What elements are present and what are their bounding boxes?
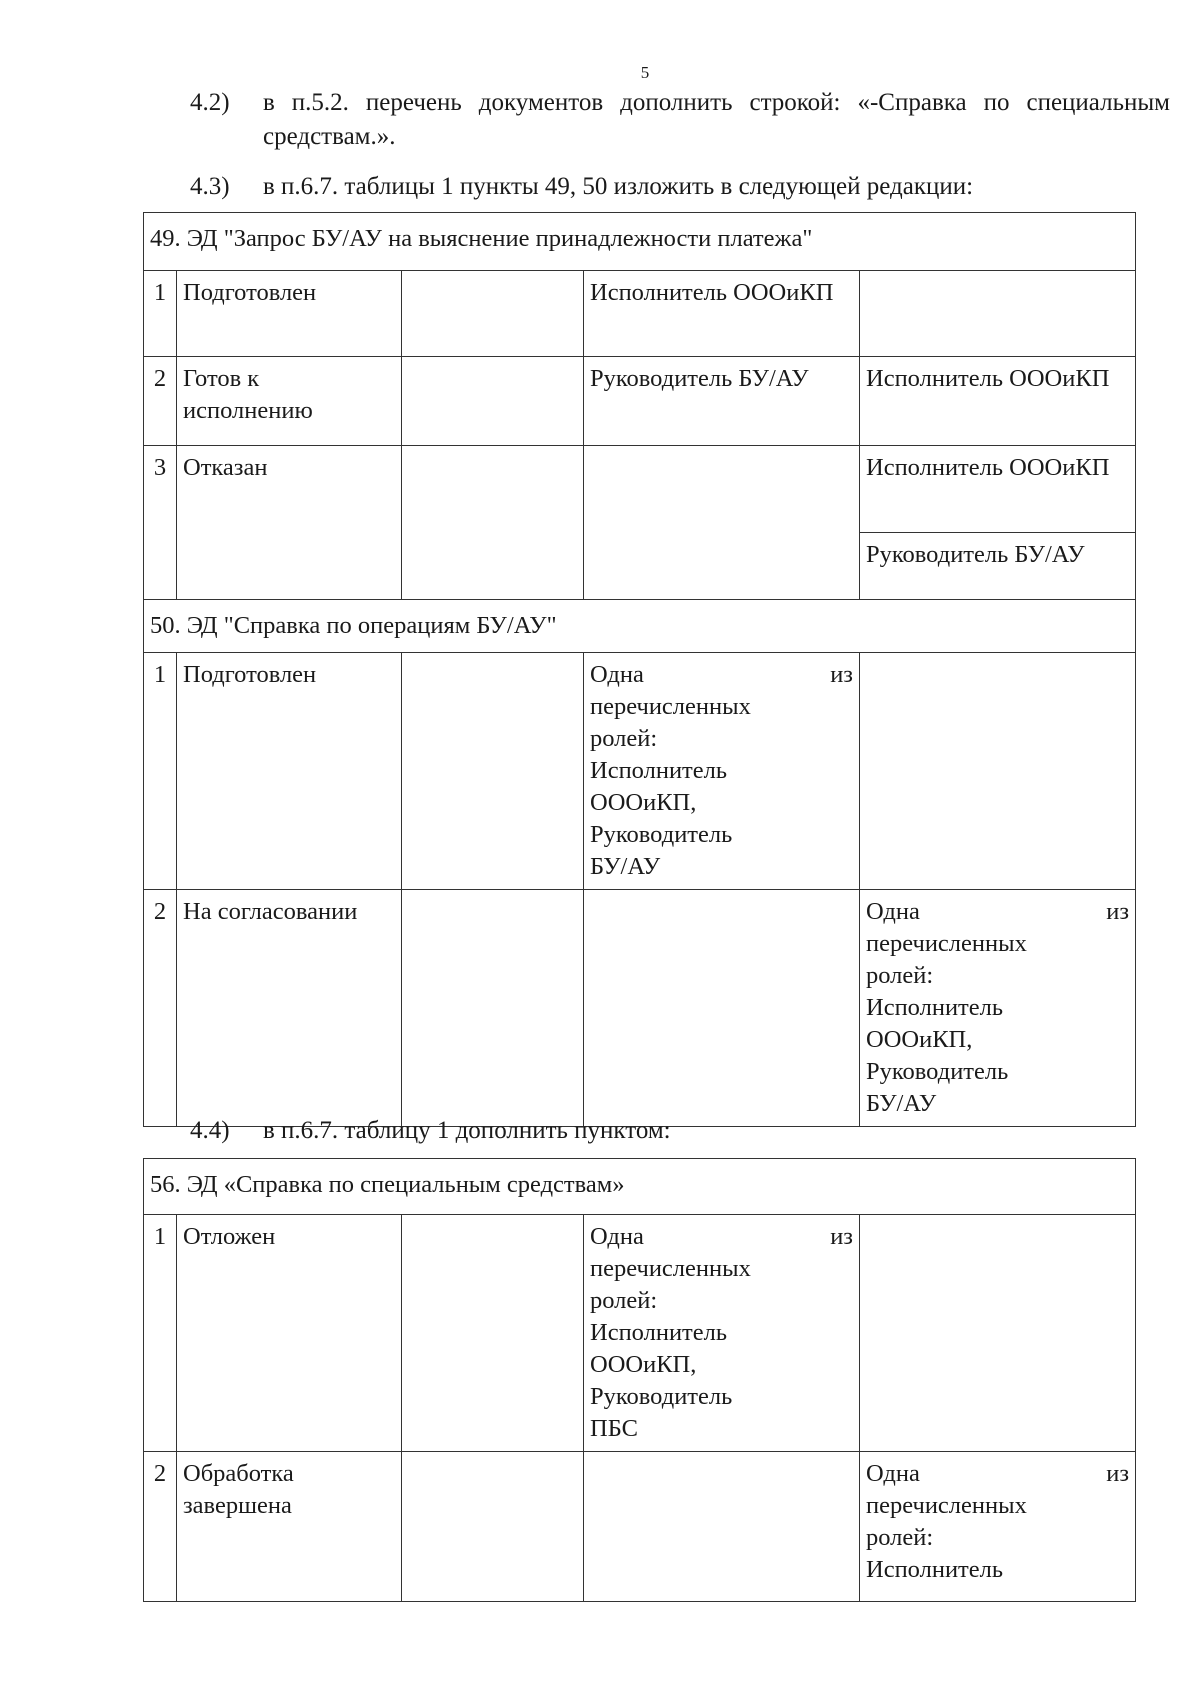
empty-cell xyxy=(402,271,584,357)
empty-cell xyxy=(402,1215,584,1452)
paragraph-number: 4.3) xyxy=(190,173,230,200)
section-title-50: 50. ЭД "Справка по операциям БУ/АУ" xyxy=(144,600,1136,653)
paragraph-4-2 xyxy=(190,86,1170,156)
status-table-56 xyxy=(143,1158,1136,1602)
empty-cell xyxy=(402,446,584,600)
row-number: 2 xyxy=(144,1452,177,1602)
role-cell: Исполнитель ОООиКП xyxy=(860,446,1136,533)
status-table-49-50 xyxy=(143,212,1136,1127)
row-number: 3 xyxy=(144,446,177,600)
status-cell: На согласовании xyxy=(177,890,402,1127)
role-cell xyxy=(860,1215,1136,1452)
role-cell xyxy=(584,653,860,890)
status-cell: Подготовлен xyxy=(177,653,402,890)
paragraph-4-3 xyxy=(190,170,1170,204)
page-number: 5 xyxy=(640,63,650,82)
role-lead: Одна из xyxy=(590,661,853,688)
paragraph-text: в п.6.7. таблицу 1 дополнить пунктом: xyxy=(263,1117,671,1144)
role-cell xyxy=(860,271,1136,357)
role-cell xyxy=(860,653,1136,890)
role-cell xyxy=(860,1452,1136,1602)
row-number: 2 xyxy=(144,357,177,446)
row-number: 1 xyxy=(144,271,177,357)
empty-cell xyxy=(402,1452,584,1602)
role-cell: Руководитель БУ/АУ xyxy=(584,357,860,446)
paragraph-text: в п.5.2. перечень документов дополнить строкой: «-Справка по специальным средствам.». xyxy=(263,89,1170,150)
section-title-56: 56. ЭД «Справка по специальным средствам» xyxy=(144,1159,1136,1215)
role-cell: Исполнитель ОООиКП xyxy=(860,357,1136,446)
section-title-49: 49. ЭД "Запрос БУ/АУ на выяснение принадлежности платежа" xyxy=(144,213,1136,271)
status-cell: Отказан xyxy=(177,446,402,600)
role-cell xyxy=(584,446,860,600)
row-number: 2 xyxy=(144,890,177,1127)
role-list: перечисленных ролей: Исполнитель ОООиКП, Руководитель БУ/АУ xyxy=(590,693,751,880)
paragraph-text: в п.6.7. таблицы 1 пункты 49, 50 изложить в следующей редакции: xyxy=(263,173,974,200)
role-cell xyxy=(584,1215,860,1452)
role-list: перечисленных ролей: Исполнитель ОООиКП, Руководитель БУ/АУ xyxy=(866,930,1027,1117)
role-cell: Руководитель БУ/АУ xyxy=(860,533,1136,600)
paragraph-4-4 xyxy=(190,1114,1170,1148)
status-cell: Подготовлен xyxy=(177,271,402,357)
role-cell: Исполнитель ОООиКП xyxy=(584,271,860,357)
empty-cell xyxy=(402,890,584,1127)
paragraph-number: 4.4) xyxy=(190,1117,230,1144)
role-lead: Одна из xyxy=(866,898,1130,925)
role-lead: Одна из xyxy=(866,1460,1130,1487)
role-lead: Одна из xyxy=(590,1223,853,1250)
row-number: 1 xyxy=(144,653,177,890)
empty-cell xyxy=(402,357,584,446)
role-list: перечисленных ролей: Исполнитель ОООиКП, Руководитель ПБС xyxy=(590,1255,751,1442)
paragraph-number: 4.2) xyxy=(190,89,230,116)
role-cell xyxy=(584,1452,860,1602)
status-cell: Обработка завершена xyxy=(177,1452,402,1602)
role-cell xyxy=(860,890,1136,1127)
role-list: перечисленных ролей: Исполнитель xyxy=(866,1492,1027,1583)
status-cell: Отложен xyxy=(177,1215,402,1452)
row-number: 1 xyxy=(144,1215,177,1452)
status-cell: Готов к исполнению xyxy=(177,357,402,446)
empty-cell xyxy=(402,653,584,890)
role-cell xyxy=(584,890,860,1127)
